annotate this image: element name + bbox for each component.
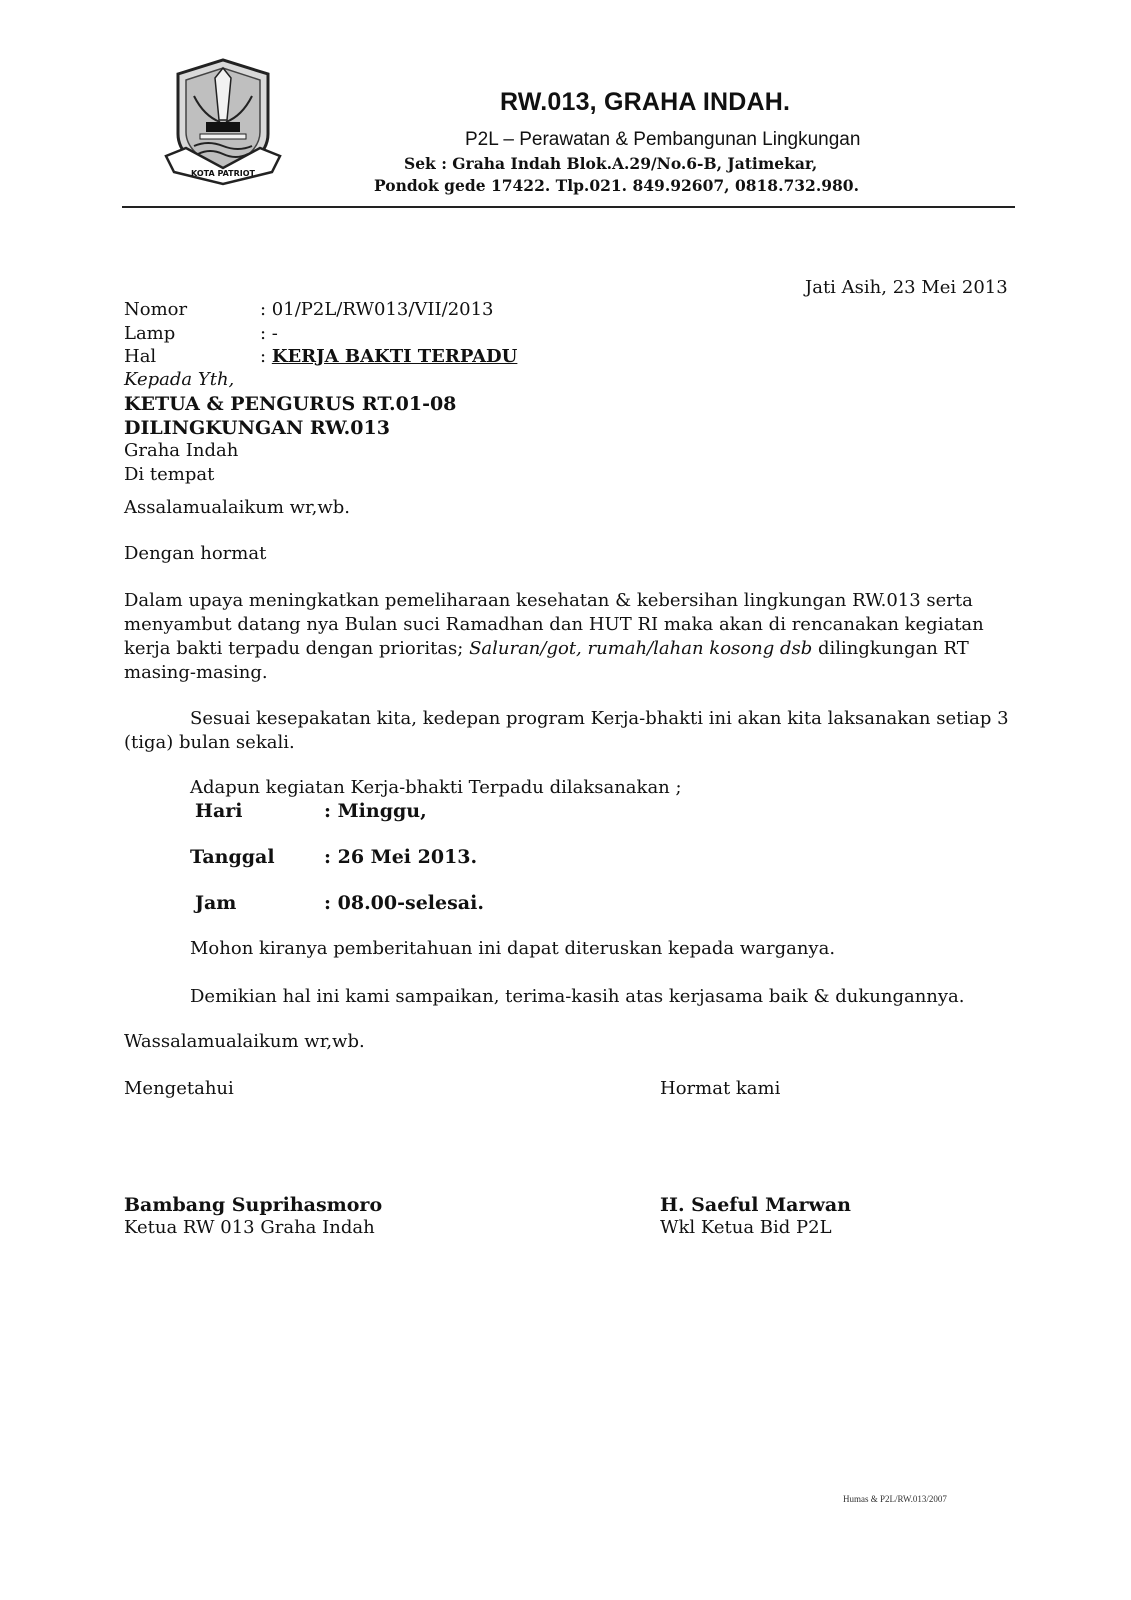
salam-open: Assalamualaikum wr,wb. [124, 497, 351, 518]
letterhead-subtitle: P2L – Perawatan & Pembangunan Lingkungan [465, 129, 861, 150]
nomor-value: : 01/P2L/RW013/VII/2013 [260, 299, 494, 320]
hal-field [260, 345, 517, 369]
signature-right-title: Wkl Ketua Bid P2L [660, 1217, 832, 1238]
recipient-line4: Di tempat [124, 464, 215, 485]
emblem-label: KOTA PATRIOT [190, 169, 256, 178]
schedule-tanggal-label: Tanggal [190, 846, 275, 868]
schedule-hari-value: : Minggu, [324, 800, 427, 822]
recipient-line2: DILINGKUNGAN RW.013 [124, 417, 390, 439]
schedule-jam-label: Jam [195, 892, 237, 914]
recipient-line3: Graha Indah [124, 440, 239, 461]
lamp-value: : - [260, 323, 278, 344]
letterhead-title: RW.013, GRAHA INDAH. [500, 88, 791, 116]
recipient-greeting: Kepada Yth, [124, 369, 235, 390]
signature-left-name: Bambang Suprihasmoro [124, 1194, 383, 1216]
signature-right-heading: Hormat kami [660, 1078, 781, 1099]
kota-patriot-emblem [160, 56, 286, 188]
salam-close: Wassalamualaikum wr,wb. [124, 1031, 365, 1052]
lamp-label: Lamp [124, 323, 176, 344]
paragraph-1-text-a: Dalam upaya meningkatkan pemeliharaan kesehatan & kebersihan lingkungan RW.013 serta menyambut datang nya Bulan suci Ramadhan dan HUT RI maka akan di rencanakan kegiatan kerja bakti terpadu dengan prioritas; [124, 590, 984, 659]
hal-colon: : [260, 346, 267, 367]
schedule-hari-label: Hari [195, 800, 243, 822]
paragraph-4: Mohon kiranya pemberitahuan ini dapat diteruskan kepada warganya. [190, 938, 836, 959]
letterhead-address-line1: Sek : Graha Indah Blok.A.29/No.6-B, Jatimekar, [404, 154, 818, 173]
signature-right-name: H. Saeful Marwan [660, 1194, 851, 1216]
nomor-label: Nomor [124, 299, 188, 320]
schedule-jam-value: : 08.00-selesai. [324, 892, 484, 914]
paragraph-3: Adapun kegiatan Kerja-bhakti Terpadu dilaksanakan ; [190, 777, 682, 798]
hal-label: Hal [124, 346, 157, 367]
letterhead-address-line2: Pondok gede 17422. Tlp.021. 849.92607, 0818.732.980. [374, 176, 859, 195]
date-place: Jati Asih, 23 Mei 2013 [805, 277, 1008, 298]
schedule-tanggal-value: : 26 Mei 2013. [324, 846, 478, 868]
recipient-line1: KETUA & PENGURUS RT.01-08 [124, 393, 457, 415]
paragraph-2: Sesuai kesepakatan kita, kedepan program Kerja-bhakti ini akan kita laksanakan setiap 3 (tiga) bulan sekali. [124, 708, 1009, 753]
dengan-hormat: Dengan hormat [124, 543, 267, 564]
paragraph-1 [124, 589, 1029, 685]
letterhead-divider [122, 206, 1015, 208]
hal-value: KERJA BAKTI TERPADU [271, 346, 518, 367]
paragraph-5: Demikian hal ini kami sampaikan, terima-kasih atas kerjasama baik & dukungannya. [190, 986, 965, 1007]
signature-left-title: Ketua RW 013 Graha Indah [124, 1217, 375, 1238]
paragraph-1-text-b: dilingkungan RT masing-masing. [124, 638, 969, 683]
footer-code: Humas & P2L/RW.013/2007 [843, 1494, 947, 1504]
signature-left-heading: Mengetahui [124, 1078, 234, 1099]
paragraph-1-priority: Saluran/got, rumah/lahan kosong dsb [469, 638, 813, 659]
